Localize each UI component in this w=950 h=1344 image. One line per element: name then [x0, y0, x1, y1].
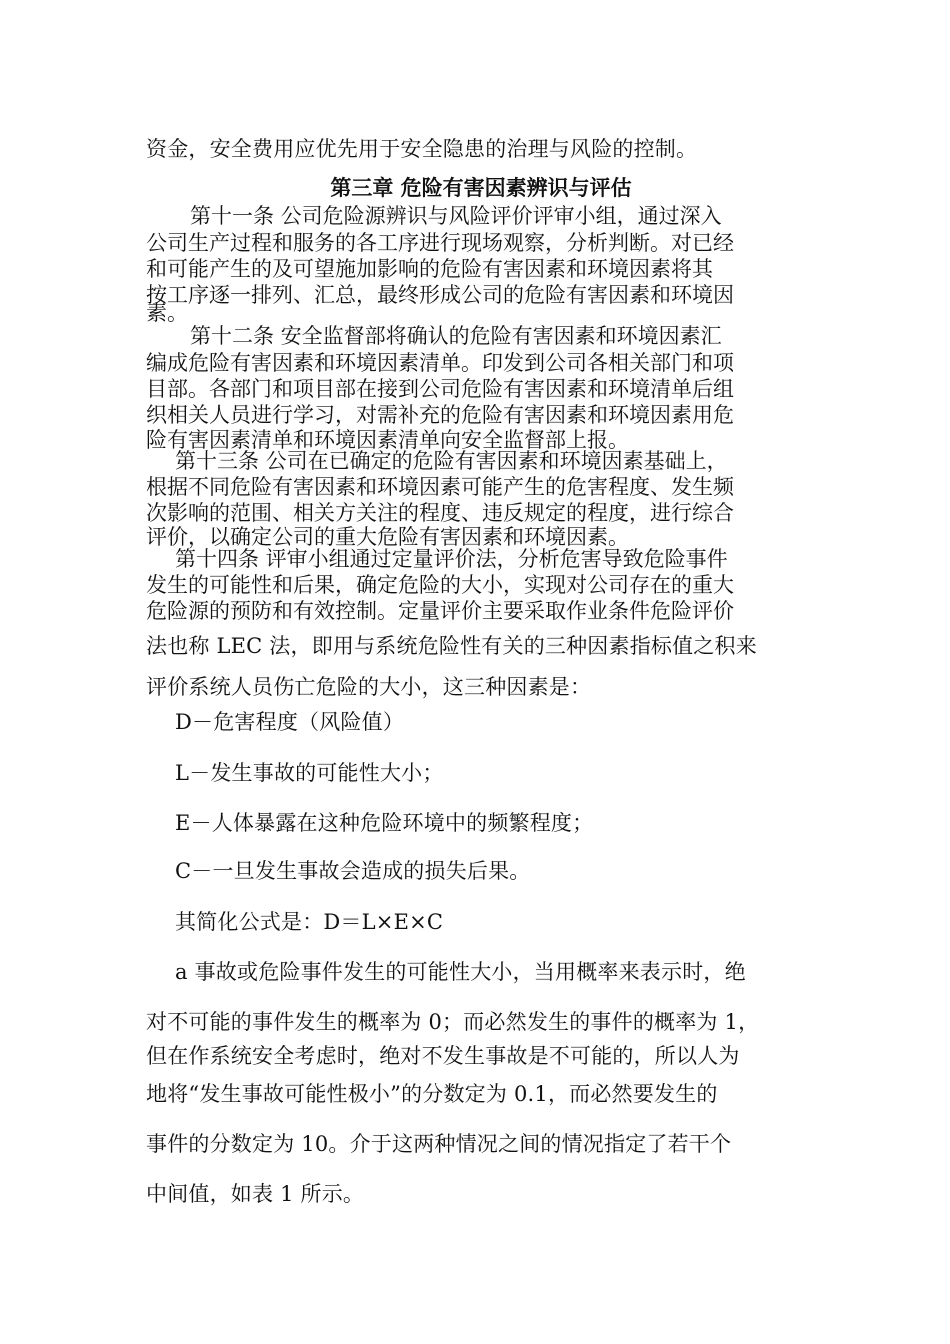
paragraph-line: 第十四条 评审小组通过定量评价法，分析危害导致危险事件 [175, 547, 728, 571]
paragraph-line: 第十一条 公司危险源辨识与风险评价评审小组，通过深入 [190, 204, 722, 228]
paragraph-line: 资金，安全费用应优先用于安全隐患的治理与风险的控制。 [146, 137, 698, 161]
factor-item: D－危害程度（风险值） [175, 710, 405, 734]
paragraph-line: 法也称 LEC 法，即用与系统危险性有关的三种因素指标值之积来 [146, 634, 757, 658]
paragraph-line: 险有害因素清单和环境因素清单向安全监督部上报。 [146, 428, 629, 452]
formula-line: 其简化公式是：D＝L×E×C [175, 910, 444, 934]
factor-item: L－发生事故的可能性大小； [175, 761, 444, 785]
paragraph-line: 素。 [146, 301, 188, 325]
paragraph-line: 发生的可能性和后果，确定危险的大小，实现对公司存在的重大 [146, 573, 734, 597]
paragraph-line: 对不可能的事件发生的概率为 0；而必然发生的事件的概率为 1， [146, 1010, 760, 1034]
paragraph-line: a 事故或危险事件发生的可能性大小，当用概率来表示时，绝 [175, 960, 746, 984]
paragraph-line: 地将“发生事故可能性极小”的分数定为 0.1，而必然要发生的 [146, 1082, 718, 1106]
paragraph-line: 第十二条 安全监督部将确认的危险有害因素和环境因素汇 [190, 324, 722, 348]
paragraph-line: 事件的分数定为 10。介于这两种情况之间的情况指定了若干个 [146, 1132, 732, 1156]
chapter-heading: 第三章 危险有害因素辨识与评估 [330, 175, 632, 200]
paragraph-line: 次影响的范围、相关方关注的程度、违反规定的程度，进行综合 [146, 501, 734, 525]
paragraph-line: 编成危险有害因素和环境因素清单。印发到公司各相关部门和项 [146, 351, 734, 375]
paragraph-line: 但在作系统安全考虑时，绝对不发生事故是不可能的，所以人为 [146, 1044, 740, 1068]
paragraph-line: 根据不同危险有害因素和环境因素可能产生的危害程度、发生频 [146, 475, 734, 499]
paragraph-line: 织相关人员进行学习，对需补充的危险有害因素和环境因素用危 [146, 403, 734, 427]
paragraph-line: 公司生产过程和服务的各工序进行现场观察，分析判断。对已经 [146, 231, 734, 255]
paragraph-line: 评价系统人员伤亡危险的大小，这三种因素是： [146, 675, 592, 699]
factor-item: C－一旦发生事故会造成的损失后果。 [175, 859, 531, 883]
paragraph-line: 评价，以确定公司的重大危险有害因素和环境因素。 [146, 525, 629, 549]
factor-item: E－人体暴露在这种危险环境中的频繁程度； [175, 811, 594, 835]
paragraph-line: 按工序逐一排列、汇总，最终形成公司的危险有害因素和环境因 [146, 283, 734, 307]
paragraph-line: 第十三条 公司在已确定的危险有害因素和环境因素基础上， [175, 449, 728, 473]
paragraph-line: 目部。各部门和项目部在接到公司危险有害因素和环境清单后组 [146, 377, 734, 401]
paragraph-line: 和可能产生的及可望施加影响的危险有害因素和环境因素将其 [146, 257, 713, 281]
paragraph-line: 危险源的预防和有效控制。定量评价主要采取作业条件危险评价 [146, 599, 734, 623]
paragraph-line: 中间值，如表 1 所示。 [146, 1182, 365, 1206]
